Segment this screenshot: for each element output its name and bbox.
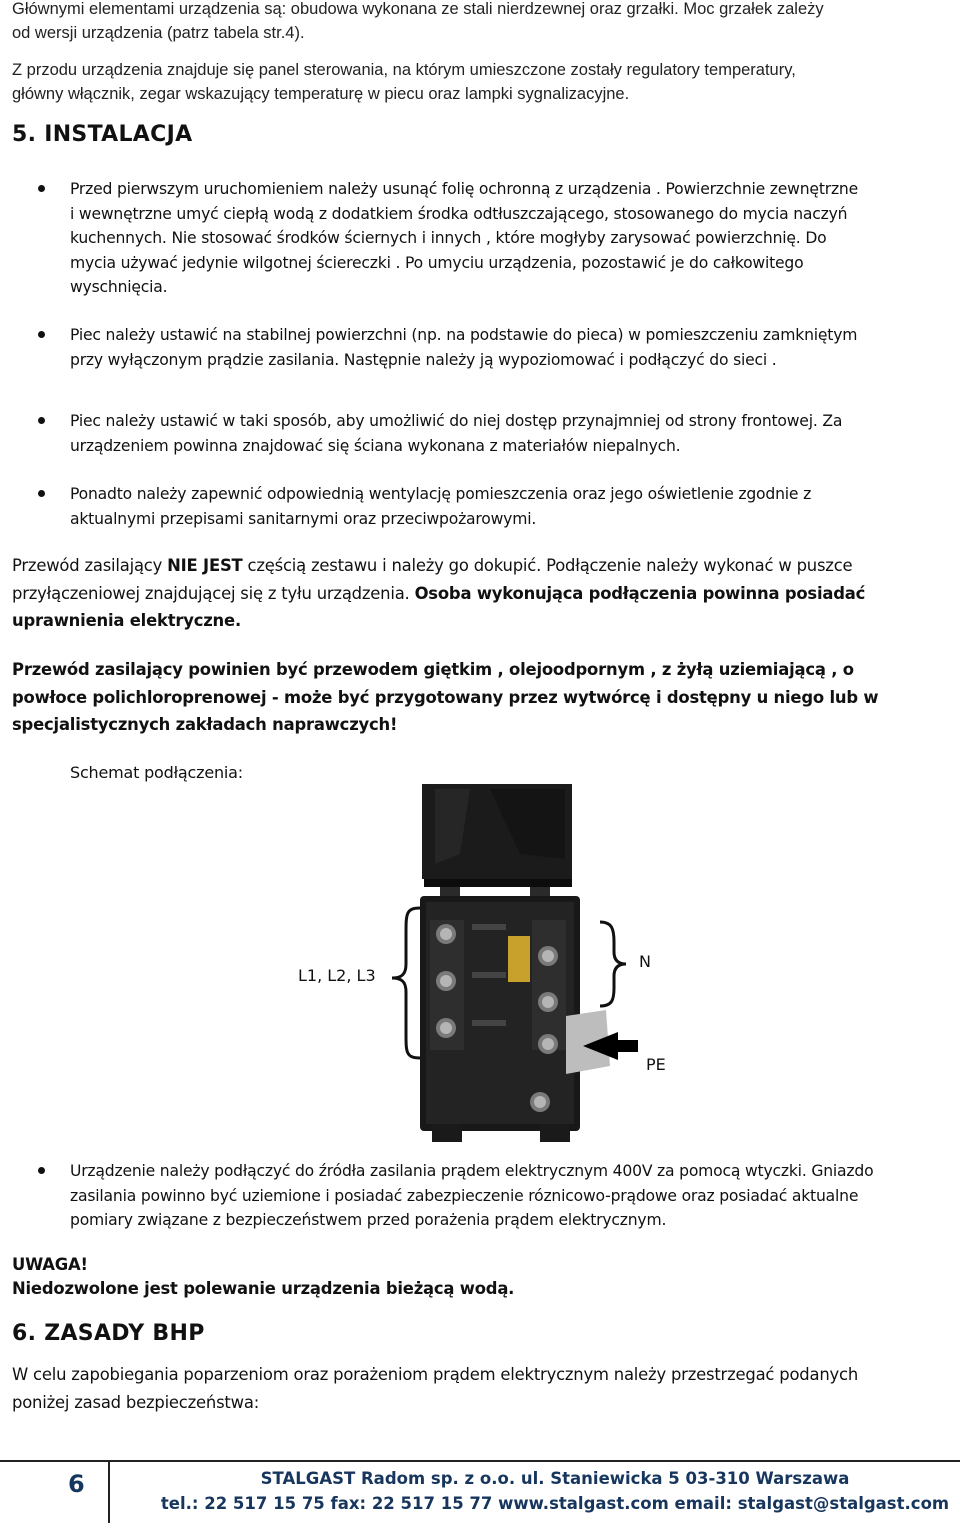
- section-heading-safety: 6. ZASADY BHP: [12, 1321, 205, 1346]
- neutral-terminals: [532, 920, 566, 1054]
- terminal-block-photo: [380, 784, 670, 1144]
- text-line: [12, 552, 865, 580]
- warning-label: UWAGA!: [12, 1255, 88, 1274]
- phase-terminals: [430, 920, 464, 1050]
- bullet-dot: [38, 1167, 45, 1174]
- brace-phases: [392, 908, 420, 1058]
- text-line: kuchennych. Nie stosować środków ściernych i innych , które mogłyby zarysować powierzchnię. Do: [70, 229, 827, 247]
- emphasis-qualified-person: Osoba wykonująca podłączenia powinna posiadać: [414, 583, 866, 603]
- bridge-jumper: [508, 936, 530, 982]
- text-line: pomiary związane z bezpieczeństwem przed porażenia prądem elektrycznym.: [70, 1211, 667, 1229]
- bullet-item-3: [70, 409, 842, 458]
- emphasis-not-included: NIE JEST: [167, 556, 243, 575]
- cable-paragraph: [12, 552, 865, 635]
- text-line: Ponadto należy zapewnić odpowiednią wentylację pomieszczenia oraz jego oświetlenie zgodnie z: [70, 485, 812, 503]
- text-line: Piec należy ustawić w taki sposób, aby umożliwić do niej dostęp przynajmniej od strony frontowej. Za: [70, 412, 843, 430]
- text-line: poniżej zasad bezpieczeństwa:: [12, 1392, 260, 1412]
- text-line: Piec należy ustawić na stabilnej powierzchni (np. na podstawie do pieca) w pomieszczeniu zamkniętym: [70, 326, 858, 344]
- schema-label: Schemat podłączenia:: [70, 763, 243, 782]
- text-line: aktualnymi przepisami sanitarnymi oraz przeciwpożarowymi.: [70, 509, 537, 528]
- text-line: Urządzenie należy podłączyć do źródła zasilania prądem elektrycznym 400V za pomocą wtyczki. Gniazdo: [70, 1162, 874, 1180]
- page-number: 6: [68, 1470, 85, 1498]
- bullet-item-4: [70, 482, 811, 531]
- safety-intro: [12, 1361, 858, 1416]
- label-phases: L1, L2, L3: [298, 966, 376, 985]
- brace-neutral: [600, 922, 626, 1006]
- bullet-dot: [38, 331, 45, 338]
- bullet-item-2: [70, 323, 857, 372]
- connection-diagram: [380, 784, 670, 1144]
- text-line: uprawnienia elektryczne.: [12, 611, 241, 630]
- text-line: główny włącznik, zegar wskazujący temperaturę w piecu oraz lampki sygnalizacyjne.: [12, 85, 630, 103]
- text-line: zasilania powinno być uziemione i posiadać zabezpieczenie róznicowo-prądowe oraz posiadać aktualne: [70, 1186, 859, 1205]
- text-line: [12, 580, 865, 608]
- text-line: Z przodu urządzenia znajduje się panel sterowania, na którym umieszczone zostały regulatory temperatury,: [12, 61, 796, 79]
- text-run: częścią zestawu i należy go dokupić. Podłączenie należy wykonać w puszce: [242, 556, 853, 575]
- footer-info: [110, 1466, 960, 1516]
- footer-contact: tel.: 22 517 15 75 fax: 22 517 15 77 www.stalgast.com email: stalgast@stalgast.com: [160, 1494, 950, 1513]
- label-neutral: N: [639, 952, 651, 971]
- text-line: Przed pierwszym uruchomieniem należy usunąć folię ochronną z urządzenia . Powierzchnie zewnętrzne: [70, 180, 859, 198]
- text-line: mycia używać jedynie wilgotnej ściereczki . Po umyciu urządzenia, pozostawić je do całkowitego: [70, 253, 804, 272]
- text-line: specjalistycznych zakładach naprawczych!: [12, 715, 398, 734]
- text-line: W celu zapobiegania poparzeniom oraz porażeniom prądem elektrycznym należy przestrzegać podanych: [12, 1365, 859, 1384]
- bullet-dot: [38, 417, 45, 424]
- footer-rule: [0, 1460, 960, 1462]
- label-protective-earth: PE: [646, 1055, 666, 1074]
- text-line: i wewnętrzne umyć ciepłą wodą z dodatkiem środka odtłuszczającego, stosowanego do mycia naczyń: [70, 204, 848, 223]
- text-line: powłoce polichloroprenowej - może być przygotowany przez wytwórcę i dostępny u niego lub w: [12, 687, 879, 707]
- bullet-dot: [38, 185, 45, 192]
- intro-paragraph-1: [12, 0, 824, 45]
- text-line: od wersji urządzenia (patrz tabela str.4).: [12, 24, 305, 42]
- text-line: Przewód zasilający powinien być przewodem giętkim , olejoodpornym , z żyłą uziemiającą , o: [12, 660, 854, 679]
- text-run: Przewód zasilający: [12, 556, 168, 575]
- text-line: Głównymi elementami urządzenia są: obudowa wykonana ze stali nierdzewnej oraz grzałki. Moc grzałek zależy: [12, 0, 824, 18]
- section-heading-installation: 5. INSTALACJA: [12, 122, 193, 147]
- text-line: wyschnięcia.: [70, 278, 168, 296]
- text-run: przyłączeniowej znajdującej się z tyłu urządzenia.: [12, 583, 415, 603]
- warning-text: Niedozwolone jest polewanie urządzenia bieżącą wodą.: [12, 1279, 515, 1298]
- cable-requirements-warning: [12, 656, 878, 739]
- text-line: przy wyłączonym prądzie zasilania. Następnie należy ją wypoziomować i podłączyć do sieci .: [70, 350, 777, 369]
- intro-paragraph-2: [12, 58, 796, 106]
- bullet-dot: [38, 490, 45, 497]
- bullet-item-1: [70, 177, 858, 300]
- bullet-item-power: [70, 1159, 873, 1233]
- warning-block: [12, 1253, 514, 1301]
- text-line: urządzeniem powinna znajdować się ściana wykonana z materiałów niepalnych.: [70, 436, 681, 455]
- footer-company: STALGAST Radom sp. z o.o. ul. Staniewicka 5 03-310 Warszawa: [260, 1469, 850, 1488]
